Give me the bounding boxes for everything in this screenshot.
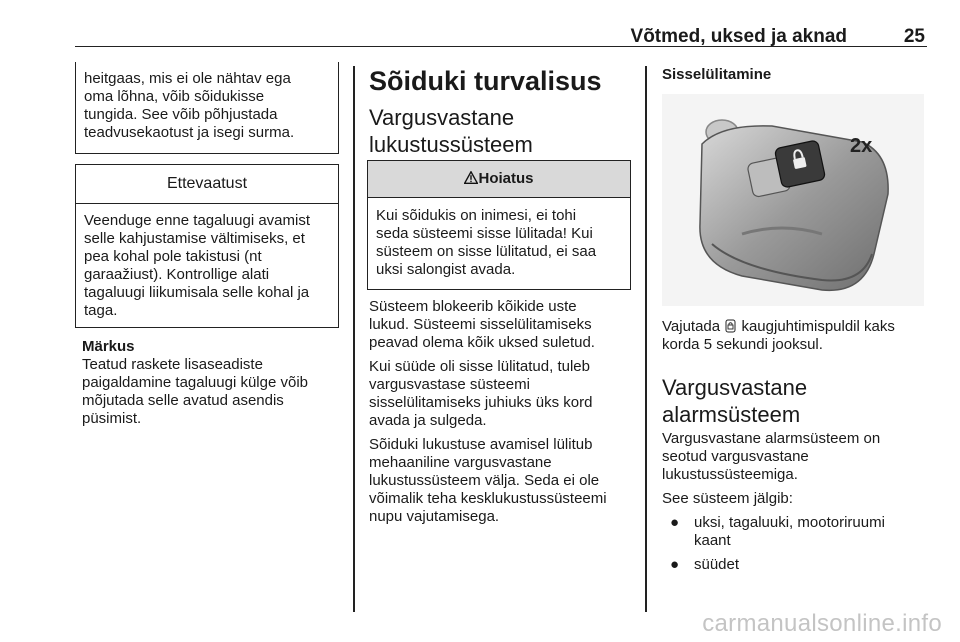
chapter-title: Võtmed, uksed ja aknad: [630, 26, 847, 47]
text-line: Süsteem blokeerib kõikide uste: [369, 298, 577, 315]
text-line: süsteem on sisse lülitatud, ei saa: [376, 243, 597, 260]
text-line: paigaldamine tagaluugi külge võib: [82, 374, 308, 391]
note-title: Märkus: [82, 338, 135, 355]
text-line: oma lõhna, võib sõidukisse: [84, 88, 265, 105]
note-block: [82, 338, 342, 428]
warning-box: [367, 160, 631, 290]
activation-heading: Sisselülitamine: [662, 66, 772, 83]
watermark: carmanualsonline.info: [702, 610, 942, 637]
caution-box: [75, 164, 339, 328]
text-line: mehaaniline vargusvastane: [369, 454, 552, 471]
text-line: [662, 318, 924, 336]
alarm-title: [662, 374, 807, 428]
instruction: [662, 318, 924, 354]
instruction-text: kaugjuhtimispuldil kaks: [741, 318, 895, 335]
monitors-intro: See süsteem jälgib:: [662, 490, 793, 507]
text-line: lukustussüsteem välja. Seda ei ole: [369, 472, 600, 489]
column-divider-1: [353, 66, 355, 612]
text-line: selle kahjustamise vältimiseks, et: [84, 230, 305, 247]
text-line: seotud vargusvastane: [662, 448, 809, 465]
text-line: taga.: [84, 302, 118, 319]
car-key-fob-icon: [662, 94, 924, 306]
text-line: Teatud raskete lisaseadiste: [82, 356, 263, 373]
continued-warning-box: [75, 62, 339, 154]
lock-icon: [725, 319, 736, 333]
list-item: [662, 556, 924, 574]
text-line: peavad olema kõik uksed suletud.: [369, 334, 595, 351]
text-line: mõjutada selle avatud asendis: [82, 392, 284, 409]
text-line: nupu vajutamisega.: [369, 508, 500, 525]
text-line: sisselülitamiseks juhiuks üks kord: [369, 394, 593, 411]
key-fob-illustration: [662, 94, 924, 306]
text-line: võimalik teha kesklukustussüsteemi: [369, 490, 607, 507]
text-line: Sõiduki lukustuse avamisel lülitub: [369, 436, 593, 453]
alarm-body: [662, 430, 924, 574]
text-line: lukud. Süsteemi sisselülitamiseks: [369, 316, 592, 333]
instruction-text: Vajutada: [662, 318, 721, 335]
paragraph: [369, 358, 641, 430]
page-header: [75, 0, 927, 47]
list-item: [662, 514, 924, 550]
page-number: 25: [903, 26, 925, 47]
bullet-icon: ●: [670, 556, 680, 573]
subsection-title-line: lukustussüsteem: [369, 132, 533, 157]
text-line: seda süsteemi sisse lülitada! Kui: [376, 225, 593, 242]
body-text: [369, 298, 641, 526]
warning-header: [368, 161, 630, 198]
text-line: lukustussüsteemiga.: [662, 466, 798, 483]
text-line: Veenduge enne tagaluugi avamist: [84, 212, 311, 229]
text-line: kaant: [694, 532, 731, 549]
alarm-title-line: Vargusvastane: [662, 375, 808, 400]
text-line: heitgaas, mis ei ole nähtav ega: [84, 70, 291, 87]
bullet-icon: ●: [670, 514, 680, 531]
text-line: uksi salongist avada.: [376, 261, 516, 278]
section-title: Sõiduki turvalisus: [369, 66, 602, 96]
text-line: tagaluugi liikumisala selle kohal ja: [84, 284, 310, 301]
text-line: süüdet: [694, 556, 740, 573]
text-line: pea kohal pole takistusi (nt: [84, 248, 262, 265]
paragraph: [369, 436, 641, 526]
text-line: vargusvastase süsteemi: [369, 376, 530, 393]
text-line: Kui sõidukis on inimesi, ei tohi: [376, 207, 577, 224]
text-line: tungida. See võib põhjustada: [84, 106, 278, 123]
text-line: garaažiust). Kontrollige alati: [84, 266, 270, 283]
caution-title: Ettevaatust: [76, 165, 338, 204]
alarm-title-line: alarmsüsteem: [662, 402, 801, 427]
warning-triangle-icon: [464, 171, 478, 184]
text-line: korda 5 sekundi jooksul.: [662, 336, 823, 353]
text-line: uksi, tagaluuki, mootoriruumi: [694, 514, 885, 531]
subsection-title-line: Vargusvastane: [369, 105, 515, 130]
paragraph: [369, 298, 641, 352]
press-count-label: 2x: [850, 135, 873, 157]
column-divider-2: [645, 66, 647, 612]
subsection-title: [369, 104, 533, 158]
text-line: avada ja sulgeda.: [369, 412, 487, 429]
text-line: Kui süüde oli sisse lülitatud, tuleb: [369, 358, 590, 375]
text-line: teadvusekaotust ja isegi surma.: [84, 124, 295, 141]
text-line: püsimist.: [82, 410, 142, 427]
warning-title: Hoiatus: [478, 170, 534, 187]
text-line: Vargusvastane alarmsüsteem on: [662, 430, 881, 447]
